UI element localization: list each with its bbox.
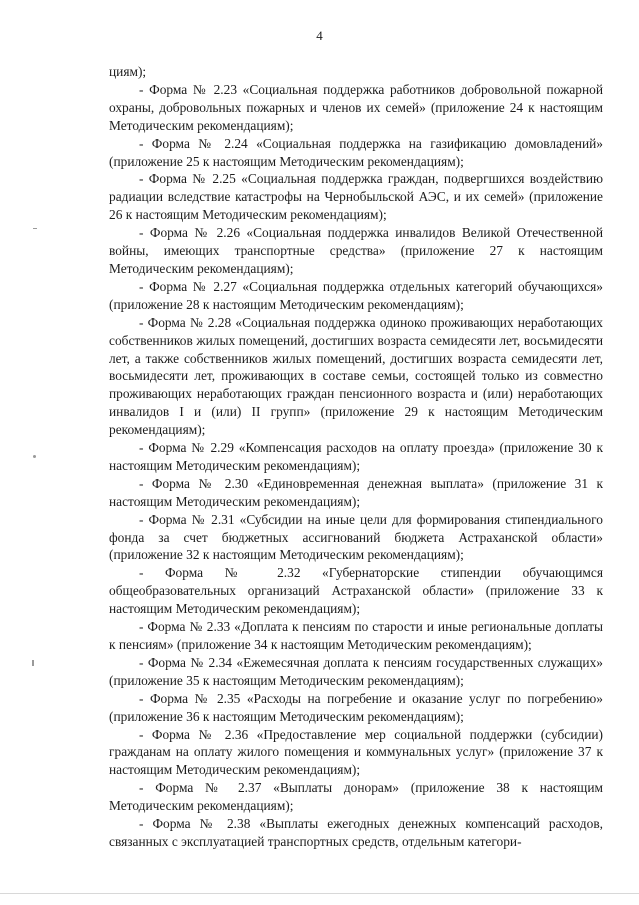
list-item-paragraph: - Форма № 2.28 «Социальная поддержка одиноко проживающих неработающих собственников жилых помещений, достигших возраста семидесяти лет, восьмидесяти лет, а также собственников жилых помещений, достигших возраста семидесяти лет, восьмидесяти лет, проживающих в составе семьи, состоящей только из совместно проживающих неработающих граждан пенсионного возраста и (или) неработающих инвалидов I и (или) II групп» (приложение 29 к настоящим Методическим рекомендациям); (109, 314, 603, 438)
list-item-paragraph: - Форма № 2.32 «Губернаторские стипендии обучающимся общеобразовательных организаций Астраханской области» (приложение 33 к настоящим Методическим рекомендациям); (109, 565, 603, 617)
list-item-paragraph: - Форма № 2.38 «Выплаты ежегодных денежных компенсаций расходов, связанных с эксплуатацией транспортных средств, отдельным категори- (109, 816, 603, 849)
list-item-paragraph: - Форма № 2.31 «Субсидии на иные цели для формирования стипендиального фонда за счет бюджетных ассигнований бюджета Астраханской области» (приложение 32 к настоящим Методическим рекомендациям); (109, 511, 603, 563)
list-item-paragraph: - Форма № 2.26 «Социальная поддержка инвалидов Великой Отечественной войны, имеющих транспортные средства» (приложение 27 к настоящим Методическим рекомендациям); (109, 225, 603, 276)
scan-speck (32, 660, 34, 666)
page-number: 4 (316, 28, 323, 43)
list-item-paragraph: - Форма № 2.25 «Социальная поддержка граждан, подвергшихся воздействию радиации вследствие катастрофы на Чернобыльской АЭС, и их семей» (приложение 26 к настоящим Методическим рекомендациям); (109, 171, 603, 223)
list-item-paragraph: - Форма № 2.36 «Предоставление мер социальной поддержки (субсидии) гражданам на оплату жилого помещения и коммунальных услуг» (приложение 37 к настоящим Методическим рекомендациям); (109, 726, 603, 778)
scan-speck (33, 228, 37, 229)
list-item-paragraph: - Форма № 2.29 «Компенсация расходов на оплату проезда» (приложение 30 к настоящим Методическим рекомендациям); (109, 440, 603, 473)
list-item-paragraph: - Форма № 2.30 «Единовременная денежная выплата» (приложение 31 к настоящим Методическим рекомендациям); (109, 475, 603, 509)
list-item-paragraph: - Форма № 2.37 «Выплаты донорам» (приложение 38 к настоящим Методическим рекомендациям); (109, 780, 603, 814)
list-item-paragraph: - Форма № 2.34 «Ежемесячная доплата к пенсиям государственных служащих» (приложение 35 к настоящим Методическим рекомендациям); (109, 654, 603, 688)
list-item-paragraph: - Форма № 2.35 «Расходы на погребение и оказание услуг по погребению» (приложение 36 к настоящим Методическим рекомендациям); (109, 690, 603, 724)
list-item-paragraph: циям); (109, 64, 147, 79)
list-item-paragraph: - Форма № 2.33 «Доплата к пенсиям по старости и иные региональные доплаты к пенсиям» (приложение 34 к настоящим Методическим рекомендациям); (109, 619, 603, 652)
list-item-paragraph: - Форма № 2.23 «Социальная поддержка работников добровольной пожарной охраны, добровольных пожарных и членов их семей» (приложение 24 к настоящим Методическим рекомендациям); (109, 81, 603, 133)
scan-speck (33, 455, 36, 458)
list-item-paragraph: - Форма № 2.24 «Социальная поддержка на газификацию домовладений» (приложение 25 к настоящим Методическим рекомендациям); (109, 135, 603, 169)
list-item-paragraph: - Форма № 2.27 «Социальная поддержка отдельных категорий обучающихся» (приложение 28 к настоящим Методическим рекомендациям); (109, 278, 603, 312)
scan-edge-line (0, 893, 639, 894)
body-text (109, 63, 603, 851)
